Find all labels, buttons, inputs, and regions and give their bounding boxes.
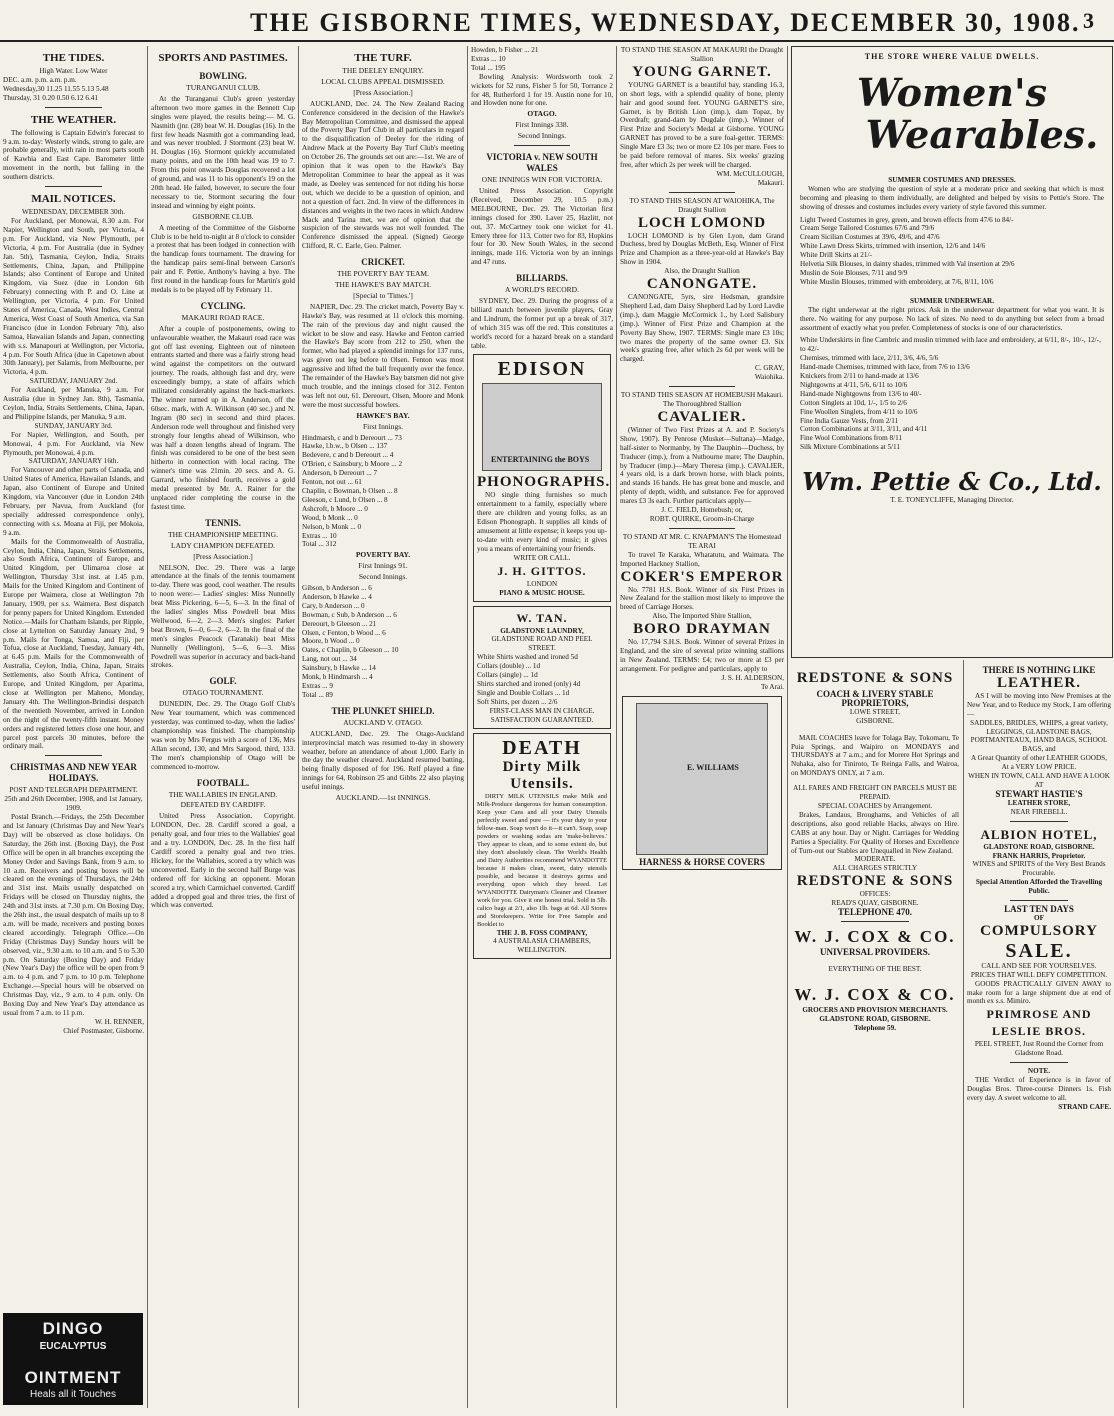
ad-line: COACH & LIVERY STABLE [816,689,934,699]
article-text: NAPIER, Dec. 29. The cricket match, Poverty Bay v. Hawke's Bay, was resumed at 11 o'clock this morning. The rain of the previous day and night caused the wicket to be slow and easy. Hawke and Fenton carried the Hawke's Bay score from 212 to 250, when the former, who had played a splendid innings for 137 runs, was given out leg before to Olsen. Fenton was most aggressive and lifted the ball frequently over the fence. The remainder of the Hawke's Bay batsmen did not give much trouble, and the innings closed for 312. Fenton was left not out, 61. Dereourt, Olsen, Moore and Monk were the most successful bowlers. [302,302,464,409]
ad-line: TELEPHONE 470. [837,907,912,918]
mail-date: SATURDAY, JANUARY 2nd. [29,377,118,386]
ad-line: NOTE. [1027,1067,1051,1076]
divider [45,107,101,108]
price-item: White Lawn Dress Skirts, trimmed with insertion, 12/6 and 14/6 [800,242,986,251]
dingo-ointment-ad [3,1313,143,1405]
press-tag: [Special to 'Times.'] [353,290,413,300]
ad-line: CALL AND SEE FOR YOURSELVES. [981,961,1097,970]
score-line: Moore, b Wood ... 0 [302,637,360,646]
price-item: Cotton Combinations at 3/11, 3/11, and 4/11 [800,425,928,434]
ad-text: YOUNG GARNET is a beautiful bay, standing 16.3, on short legs, with a splendid quality of bone, plenty hair and good sound feet. YOUNG GARNET'S sire, Garnet, is by British Lion (imp.), dam Topaz, by Overdraft; grand-dam by Dugdale (imp.). Winner of First Prize and Society's Medal at Gisborne. YOUNG GARNET has proved to be a sure foal-getter. TERMS: Single Mare £3 3s; two or more £2 10s per mare. Fees to be paid before removal of mares. Six weeks' grazing free, after which 2s per week will be charged. [620,80,784,169]
section-sub: DEFEATED BY CARDIFF. [180,800,266,810]
price-item: Knickers from 2/11 to hand-made at 13/6 [800,372,919,381]
price-item: Fine Woollen Singlets, from 4/11 to 10/6 [800,407,918,416]
column-rule [298,46,299,1408]
section-sub: LADY CHAMPION DEFEATED. [170,540,276,550]
stallion-name: LOCH LOMOND [637,214,767,231]
section-sub: OTAGO TOURNAMENT. [182,688,264,698]
mail-text: For Vancouver and other parts of Canada, and United States of America, Hawaiian Islands, and Japan, also Continent of Europe and United Kingdom, via Vancouver (due in London 24th February, per Navua, from Auckland (for specially addressed correspondence only), connecting with s.s. Moana at Fiji, per Mokoia, 9 a.m. [3,466,144,537]
ad-text: AS I will be moving into New Premises at the New Year, and to Reduce my Stock, I am offering— [967,691,1111,718]
section-heading: BOWLING. [199,71,247,81]
price-item: Nightgowns at 4/11, 5/6, 6/11 to 10/6 [800,380,908,389]
section-heading: VICTORIA v. NEW SOUTH WALES [486,152,598,174]
ad-line: SPECIAL COACHES by Arrangement. [817,801,933,810]
ad-name: J. H. GITTOS. [497,563,587,578]
ad-line: WHEN IN TOWN, CALL AND HAVE A LOOK AT [968,772,1110,789]
ad-brand: EDISON [497,358,587,381]
score-line: Wood, b Monk ... 0 [302,513,358,522]
business-name: PRIMROSE AND [986,1007,1092,1022]
score-line: Hindmarsh, c and b Dereourt ... 73 [302,433,402,442]
divider [1010,1062,1068,1063]
ad-text: GOODS PRACTICALLY GIVEN AWAY to make room for a large shipment due at end of month ex s.s. Mimiro. [967,979,1111,1006]
divider [1010,900,1068,901]
score-line: Oates, c Chaplin, b Gleeson ... 10 [302,646,399,655]
ad-title: Dirty Milk Utensils. [502,758,582,792]
stallion-notice: TO STAND THE SEASON AT MAKAURI the Draught Stallion [620,46,784,63]
score-line: Bedevere, c and b Dereourt ... 4 [302,451,394,460]
price-item: Chemises, trimmed with lace, 2/11, 3/6, 4/6, 5/6 [800,354,939,363]
price-item: Cream Sicilian Costumes at 39/6, 49/6, and 47/6 [800,233,940,242]
tides-sub: DEC. a.m. p.m. a.m. p.m. [3,75,77,84]
section-heading: BILLIARDS. [516,273,568,284]
business-name: STRAND CAFE. [1058,1102,1111,1111]
masthead [0,0,1114,42]
press-tag: [Press Association.] [193,551,253,561]
article-text: A meeting of the Committee of the Gisborne Club is to be held to-night at 8 o'clock to consider a protest that has been lodged in connection with the handicap fours tournament. The drawing for the handicap pairs semi-final between Carson's pair and F. Pettie, Anthony's having a bye. The first round in the handicap fours for Martin's gold medals is to be played off by February 11. [151,223,295,294]
store-name: Wm. Pettie & Co., Ltd. [802,467,1102,497]
divider [669,192,735,193]
ad-line: Also, The Imported Shire Stallion, [652,612,752,621]
ad-line: GROCERS AND PROVISION MERCHANTS. [802,1005,948,1014]
price-item: Shirts starched and ironed (only) 4d [477,679,581,688]
tides-heading: THE TIDES. [42,52,105,64]
sports-heading: SPORTS AND PASTIMES. [158,52,288,64]
section-sub: THE HAWKE'S BAY MATCH. [334,280,432,290]
price-list [792,336,1112,452]
business-name: REDSTONE & SONS [796,873,954,890]
ad-line: A Great Quantity of other LEATHER GOODS, At a VERY LOW PRICE. [971,754,1107,772]
article-text: AUCKLAND, Dec. 24. The New Zealand Racing Conference considered in the decision of the Hawke's Bay Metropolitan Committee, and dismissed the appeal of the Poverty Bay Turf Club in all particulars in regard to the disqualification of Deeley for the riding of Andrew Mack at the Poverty Bay Turf Club's meeting on October 26. The grounds set out are:—1st. We are of opinion that it was open to the Hawke's Bay Metropolitan Committee to hear the appeal as it was made, as Deeley was sentenced for not riding his horse out, which we decide to be a question of opinion, and not a question of fact. 2nd. In view of the differences in distances and weights in the two races in which Andrew Mack and Tarina met, we are of opinion that the suspicion of the stewards was not well founded. The Conference dismissed the appeal. (Signed) George Clifford, R. C. Earle, Geo. Palmer. [302,99,464,251]
article-text: After a couple of postponements, owing to unfavourable weather, the Makauri road race was got off last evening. Eighteen out of nineteen entrants started and there was a fairly strong head wind against the competitors on the outward journey. The roads, although fast and dry, were exceedingly bumpy, a state of affairs which militated considerably against the back-markers. The winner turned up in A. Anderson, off the 60sec. mark, with A. Wilkinson (40 sec.) and N. Ingram (80 sec) in second and third places. Anderson rode well throughout and finished very strongly four lengths ahead of Wilkinson, who was half a dozen lengths ahead of Ingram. The finish was considered to be one of the best seen hitherto in connection with local racing. The winner's time was 21min. 20 secs. and A. G. Garrard, who finished fourth, receives a gold medal presented by Mr. A. Rainer for the unplaced rider completing the course in the fastest time. [151,324,295,511]
ad-text: NO single thing furnishes so much entertainment to a family, especially where there are children and young folks, as an Edison Phonograph. It supplies all kinds of amusement at little expense; it keeps you up-to-date with every kind of music; it gives you a means of entertaining your friends. [477,491,607,553]
pettie-ad [791,46,1113,658]
ad-line: EVERYTHING OF THE BEST. [828,964,922,973]
price-item: White Muslin Blouses, trimmed with embroidery, at 7/6, 8/11, 10/6 [800,277,994,286]
signature: Makauri. [757,178,784,187]
ad-sub: EUCALYPTUS [39,1341,107,1352]
ad-line: SATISFACTION GUARANTEED. [490,715,594,724]
section-sub: ONE INNINGS WIN FOR VICTORIA. [481,175,603,185]
ad-text: MAIL COACHES leave for Tolaga Bay, Tokomaru, Te Puia Springs, and Waipiro on MONDAYS and THURSDAYS at 7 a.m.; and for Morere Hot Springs and Nuhaka, also for Tiniroto, Te Reinga Falls, and Wairoa, on MONDAYS ONLY, at 7 a.m. [791,733,959,778]
column-rule [963,660,964,1408]
score-line: Cary, b Anderson ... 0 [302,601,365,610]
section-sub: GISBORNE CLUB. [192,211,254,221]
ad-text: No. 17,794 S.H.S. Book. Winner of several Prizes in England, and the sire of several prize winning stallions in New Zealand. TERMS: £4; two or more at £3 per arrangement. For pedigree and particulars, apply to [620,638,784,673]
score-line: Ashcroft, b Moore ... 0 [302,504,368,513]
signature: Waiohika. [754,373,784,382]
ad-text: LOCH LOMOND is by Glen Lyon, dam Grand Duchess, bred by Douglas McBeth, Esq. Winner of First Prize and Champion as a three-year-old at Hawke's Bay Show in 1904. [620,231,784,267]
section-heading: TENNIS. [205,517,241,528]
price-item: Cream Serge Tailored Costumes 67/6 and 79/6 [800,224,935,233]
stallion-notice: TO STAND AT MR. C. KNAPMAN'S The Homestead TE ARAI [622,532,782,550]
ad-caption: ENTERTAINING the BOYS [491,454,590,464]
page-number: 3 [1083,8,1094,33]
price-item: Light Tweed Costumes in grey, green, and brown effects from 47/6 to 84/- [800,215,1014,224]
mail-heading: MAIL NOTICES. [31,193,116,206]
score-line: Extras ... 9 [302,682,333,690]
section-heading: FOOTBALL. [196,777,250,788]
score-line: Anderson, b Hawke ... 4 [302,592,372,601]
mail-date: SUNDAY, JANUARY 3rd. [34,421,113,430]
ad-line: OFFICES: [859,890,891,899]
stallion-name: YOUNG GARNET. [632,63,772,80]
signature: Te Arai. [760,682,784,691]
mail-text: For Auckland, per Manuka, 9 a.m. For Australia (due in Sydney Jan. 8th), Tasmania, Ceylon, India, Straits Settlements, China, Japan, and Philippine Islands, per Manuka, 9 a.m. [3,386,144,421]
article-text: NELSON, Dec. 29. There was a large attendance at the finals of the tennis tournament to-day. There was good, cool weather. The results to noon were:— Ladies' singles: Miss Nunnelly beat Miss Pickering, 6—5, 6—3. In the final of the ladies' singles Miss Powdrell beat Miss Wellwood, 6—2, 2—3. Men's singles: Parker beat Brown, 6—0, 6—2, 6—2. In the final of the men's singles Peacock (Taranaki) beat Miss Nunnelly (Wellington), 5—6, 6—3. Miss Powdrell was superior in accuracy and back-hand strokes. [151,563,295,670]
mail-text: For Napier, Wellington, and South, per Monowai, 4 p.m. For Auckland, via New Plymouth, per Monowai, 4 p.m. [3,430,144,457]
divider [669,386,735,387]
ad-line: ALL CHARGES STRICTLY [832,864,918,873]
price-item: White Underskirts in fine Cambric and muslin trimmed with lace and embroidery, at 6/11, 8/-, 10/-, 12/-, to 42/- [800,336,1101,354]
price-item: Helvetia Silk Blouses, in dainty shades, trimmed with Val insertion at 29/6 [800,260,1015,269]
xmas-text: Postal Branch.—Fridays, the 25th December and 1st January (Christmas Day and New Year's Day) will be observed as close holidays. On Saturday, the 26th inst. (Boxing Day), the Post Office will be open in all branches excepting the Money Order and Savings Bank, from 9 a.m. to 10 a.m. Receivers and posting boxes will be cleared on the evenings of Thursdays, the 24th and 31st inst. Mails usually despatched on Fridays will be closed on Thursday nights, the 24th and 31st insts. at 7.30 p.m. On Boxing Day, the 26th inst., the usual despatch of mails up to 8 a.m. will be made, receivers and posting boxes cleared accordingly. Telegraph Office.—On Friday (Christmas Day) Sunday hours will be observed, viz., 9.30 a.m. to 10 a.m. and 5 to 5.30 p.m. On Saturday (Boxing Day) and Friday (New Year's Day) the office will be open from 9 a.m. to 4 p.m. and 7 p.m. to 10 p.m. Telephone Exchange.—Special hours will be observed on Christmas Day, viz., 9 a.m. to 4 p.m. only. On Boxing Day and New Year's Day attendance as usual from 7 a.m. to 11 p.m. [3,813,144,1017]
ad-text: Brakes, Landaus, Broughams, and Vehicles of all descriptions, also good reliable Hacks, always on Hire. CABS at any hour. Day or Night. Carriages for Wedding Parties a Speciality. For Quality of Horses and Excellence of Turn-out our Stables are Unequalled in New Zealand. [791,810,959,855]
price-item: Single and Double Collars ... 1d [477,688,570,697]
ad-name: W. TAN. [516,610,568,625]
ad-line: GISBORNE. [856,716,894,725]
ad-text: DIRTY MILK UTENSILS make Milk and Milk-Produce dangerous for human consumption. Keep your Cans and all your Dairy Utensils perfectly sweet and pure — it's your duty to your fellow-man. Soap won't do it—it can't. Soap, soap powders or washing sodas are 'make-believes.' They appear to clean, and to some extent do, but they don't absolutely clean. The World's Health and Dairy Authorities recommend WYANDOTTE because it makes clean, sweet, dairy utensils possible, and because it destroys germs and everything upon which they breed. Let WYANDOTTE Dairyman's Cleaner and Cleanser work for you. Give it one honest trial. Sold in 5lb. calico bags at 2/1, also 1lb. bags at 6d. All Stores and Storekeepers. Write for Free Sample and Booklet to [477,792,607,928]
column-rule [147,46,148,1408]
ad-text: Women who are studying the question of style at a moderate price and seeking that which is most becoming and pleasing to them individually, are delighted and helped by visits to Pettie's Store. The showing of dresses and costumes includes every variety of style favored this summer. [800,184,1104,211]
score-line: Hawke, l.b.w., b Olsen ... 137 [302,442,388,451]
ad-line: SADDLES, BRIDLES, WHIPS, a great variety, LEGGINGS, GLADSTONE BAGS, PORTMANTEAUX, HAND BAGS, SCHOOL BAGS, and [970,718,1108,754]
score-line: Dereourt, b Gleeson ... 21 [302,619,377,628]
article-text: AUCKLAND, Dec. 29. The Otago-Auckland interprovincial match was resumed to-day in showery weather, before an attendance of about 1,000. Early in the day the weather cleared. Auckland resumed batting, being finally disposed of for 196. Relf played a fine innings for 64, Robinson 25 and Gibbs 22 also playing useful innings. [302,729,464,792]
price-item: Fine Wool Combinations from 8/11 [800,434,903,443]
column-6b [967,660,1111,1408]
column-rule [787,46,788,1408]
saddlery-ad [622,696,782,871]
ad-line: WRITE OR CALL. [513,553,571,562]
ad-line: THERE IS NOTHING LIKE [982,665,1096,675]
ad-line: THE J. B. FOSS COMPANY, [496,928,588,937]
score-line: Gibson, b Anderson ... 6 [302,584,372,593]
divider [1010,821,1068,822]
ad-line: MODERATE. [854,855,896,864]
ad-line: PRICES THAT WILL DEFY COMPETITION. [970,970,1108,979]
price-item: Fine India Gauze Vests, from 2/11 [800,416,899,425]
score-line: Total ... 195 [471,63,506,72]
ad-title: COMPULSORY [980,922,1098,939]
section-sub: AUCKLAND.—1st INNINGS. [335,793,431,803]
ad-line: HARNESS & HORSE COVERS [639,856,765,867]
score-line: Anderson, b Dereourt ... 7 [302,469,378,478]
weather-text: The following is Captain Edwin's forecast to 9 a.m. to-day: Westerly winds, strong to gale, are probable generally, with rain in most parts south of Kawhia and East Cape. Barometer little movement in the north, but falling in the southern districts. [3,128,144,182]
scoreboard-sub: First Innings 338. [515,120,569,130]
signature: WM. McCULLOUGH, [716,169,784,178]
column-rule [616,46,617,1408]
stallion-name: COKER'S EMPEROR [620,568,784,585]
business-name: LESLIE BROS. [991,1024,1087,1039]
stallion-name: CAVALIER. [657,408,747,425]
edison-ad [473,354,611,601]
price-item: Cotton Singlets at 10d, 1/-, 1/5 to 2/6 [800,398,907,407]
ad-headline: Wearables. [865,111,1099,157]
saddle-illustration [636,703,768,855]
business-name: STEWART HASTIE'S [995,788,1083,799]
ad-line: PIANO & MUSIC HOUSE. [499,588,585,597]
ad-text: CANONGATE, 5yrs, sire Hedsman, grandsire Shepherd Lad, dam Daisy Shepherd Lad by Lord Lavdie (imp.), dam Maggie McCormick 1., by Lord Salisbury (imp.). Winner of First Prize and Champion at the Poverty Bay Show, 1907. TERMS: Single mare £3 10s; two mares the property of the same owner £3. Six week's grazing free, after which 2s 6d per week will be charged. [620,293,784,364]
signature: J. C. FIELD, Homebush; or, [661,506,743,515]
ad-line: ALL FARES AND FREIGHT ON PARCELS MUST BE PREPAID. [793,784,957,802]
scoreboard [302,434,464,550]
section-sub: THE WALLABIES IN ENGLAND. [168,789,278,799]
score-line: Chaplin, c Bowman, b Olsen ... 8 [302,486,398,495]
section-sub: THE CHAMPIONSHIP MEETING. [168,529,278,539]
ad-headline: Women's [857,69,1047,115]
mail-date: SATURDAY, JANUARY 16th. [28,457,119,466]
divider [514,145,571,146]
price-item: Hand-made Chemises, trimmed with lace, from 7/6 to 13/6 [800,363,970,372]
ad-line: LEATHER STORE, [1007,798,1071,807]
score-line: Sainsbury, b Hawke ... 14 [302,664,376,673]
section-heading: CRICKET. [361,257,405,268]
score-line: Total ... 89 [302,690,333,699]
section-sub: A WORLD'S RECORD. [505,285,579,295]
price-item: White Drill Skirts at 21/- [800,251,872,260]
ad-slogan: Heals all it Touches [30,1389,116,1400]
ad-brand: DINGO [42,1319,104,1338]
score-line: Howden, b Fisher ... 21 [471,46,539,54]
section-heading: SUMMER UNDERWEAR. [910,296,994,305]
score-line: Lang, not out ... 34 [302,655,357,664]
section-sub: THE POVERTY BAY TEAM. [337,269,429,279]
wyandotte-ad [473,733,611,960]
signature: ROBT. QUIRKE, Groom-in-Charge [649,514,755,523]
section-heading: CYCLING. [200,300,246,311]
ad-text: No. 7781 H.S. Book. Winner of six First Prizes in New Zealand for the stallion most likely to improve the breed of Carriage Horses. [620,585,784,612]
score-line: Total ... 312 [302,540,337,549]
ad-line: GLADSTONE ROAD, GISBORNE. [819,1014,931,1023]
ad-text: (Winner of Two First Prizes at A. and P. Society's Show, 1907). By Penrose (Musket—Sultana)—Madge, half-sister to Normanby, by The Dauphin—Duchess, by Traducer (imp.), from a Nutbourne mare; The Dauphin, by Traducer (imp.)—Mary Theresa (imp.). CAVALIER, 4 years old, is a dark brown horse, with black points, and stands 16 hands. He has great bone and muscle, and plenty of depth, width, and substance. Fee for approved mares £3 3s each. Further particulars apply— [620,425,784,506]
mail-date: WEDNESDAY, DECEMBER 30th. [21,208,126,217]
score-line: Fenton, not out ... 61 [302,478,362,487]
tides-cols: High Water. Low Water [39,67,108,75]
stallion-name: CANONGATE. [646,276,758,293]
signature-title: Chief Postmaster, Gisborne. [63,1026,144,1035]
scoreboard-heading: POVERTY BAY. [355,550,411,560]
ad-line: GLADSTONE ROAD AND PEEL STREET. [491,635,593,653]
ad-line: GLADSTONE ROAD, GISBORNE. [983,842,1095,851]
column-2 [151,46,295,1408]
score-line: Gleeson, c Lund, b Olsen ... 8 [302,495,388,504]
column-5 [620,46,784,1408]
section-sub: THE DEELEY ENQUIRY. [342,66,424,75]
scoreboard-sub: First Innings. [362,421,403,431]
column-6a [791,660,959,1408]
ad-line: GLADSTONE LAUNDRY, [500,626,584,635]
score-line: Bowman, c Sub, b Anderson ... 6 [302,610,397,619]
column-4 [471,46,613,1408]
ad-title: PHONOGRAPHS. [477,474,611,491]
ad-title: SALE. [1005,939,1073,962]
ad-line: LOWE STREET, [849,707,901,716]
ad-line: FIRST-CLASS MAN IN CHARGE. [489,706,595,715]
ad-line: Special Attention Afforded the Travelling Public. [975,878,1103,896]
business-name: REDSTONE & SONS [796,670,954,686]
turf-heading: THE TURF. [354,52,412,64]
section-sub: TURANGANUI CLUB. [186,83,260,92]
price-list [477,653,607,706]
ad-text: To travel Te Karaka, Whatatutu, and Waimata. The Imported Hackney Stallion, [620,550,784,568]
stallion-name: BORO DRAYMAN [633,621,771,638]
score-line: Extras ... 10 [302,531,337,540]
ad-text: The right underwear at the right prices. Ask in the underwear department for what you want. It is there. No waiting for any purpose. No lack of sizes. No need to do anything but select from a broad assortment of exactly what you prefer. Completeness of stocks is one of our characteristics. [800,305,1104,332]
section-sub: LOCAL CLUBS APPEAL DISMISSED. [321,76,445,86]
ad-line: UNIVERSAL PROVIDERS. [819,946,931,957]
xmas-date: 25th and 26th December, 1908, and 1st January, 1909. [4,795,143,813]
signature: C. GRAY, [755,364,784,373]
ad-line: PROPRIETORS, [841,697,909,708]
divider [841,921,908,922]
mail-text: Mails for the Commonwealth of Australia, Ceylon, India, China, Japan, Straits Settlements, also South Africa, Continent of Europe, and United Kingdom, per Ulimaroa close at Wellington, Thursday 31st inst. at 1.45 p.m. Mails for the United Kingdom and Continent of Europe per Waimera, close at Wellington 7th January, 1909, per s.s. Waimera. Best dispatch for penny papers for United Kingdom. Extended Notice.—Mails for Chatham Islands, per Ripple, close at Lyttelton on Saturday January 2nd, 9 p.m. Mails for Tonga, Samoa, and Fiji, per Tofua, close at Auckland, Tuesday, January 4th, at 6.45 p.m. Mails for the Commonwealth of Australia, Ceylon, India, China, Japan, Straits Settlements, also South Africa, Continent of Europe, and United Kingdom, per Aparima, close at Wellington per Maheno, Monday, January 4th. The Wellington-Brindisi despatch of the twentieth November, arrived in London on the night of the twenty-fifth instant. Money orders and registered letters close one hour, and parcel post parcels 30 minutes, before the ordinary mail. [3,537,144,751]
article-text: United Press Association. Copyright (Received, December 29, 10.5 p.m.) MELBOURNE, Dec. 29. The Victorian first innings closed for 390. Laver 25, Hazlitt, not out, 37. McCartney took one wicket for 41. Emery three for 113, Cotter two for 83, Hopkins four for 30. New South Wales, in the second innings, made 116. Victoria won by an innings and 47 runs. [471,186,613,267]
column-rule [467,46,468,1408]
ad-tagline: THE STORE WHERE VALUE DWELLS. [864,52,1040,61]
ad-product: OINTMENT [24,1368,122,1387]
mail-text: For Auckland, per Monowai, 8.30 a.m. For Napier, Wellington and South, per Victoria, 4 p.m. For Auckland, via New Plymouth, per Victoria, 4 p.m. For Australia (due in Sydney Jan. 5th), Tasmania, Ceylon, India, Straits Settlements, China, Japan, and Philippine Islands; also Continent of Europe and United Kingdom, via Suez (due in London 6th February) connecting with P. and O. Line at Wellington, per Victoria, 4 p.m. For United States of America, Canada, West Indies, Central America, West Coast of South America, via San Francisco (due in London February 7th), also Samoa, Hawaiian Islands and Japan, connecting with s.s. Manapouri at Wellington, per Victoria, 4 p.m. For South Africa (due in Capetown about 30th January), per Salamis, from Melbourne, per Victoria, 4 p.m. [3,216,144,377]
scoreboard-sub: Second Innings. [517,131,567,141]
press-tag: [Press Association.] [353,87,413,97]
article-text: At the Turanganui Club's green yesterday afternoon two more games in the Bennett Cup singles were played, the results being:— M. G. Nasmith (jnr. (28) beat W. H. Douglas (16). In the first few heads Nasmith got a commanding lead, and was never troubled. J Stormont (23) beat W. H. Douglas (16). Stormont quickly accumulated many points, and on the 10th head was 19 to 7. From this point onwards Douglas recovered a lot of ground, and was 11 to his opponent's 19 on the 20th head. He failed, however, to secure the four necessary to tie, Stormont securing the four instead and winning by eight points. [151,94,295,210]
phonograph-illustration [482,383,602,471]
ad-brand: E. WILLIAMS [687,762,739,772]
ad-text: THE Verdict of Experience is in favor of Douglas Bros. Three-course Dinners 1s. Fish every day. A sweet welcome to all. [967,1076,1111,1102]
ad-title: LEATHER. [997,674,1081,691]
ad-line: FRANK HARRIS, Proprietor. [992,851,1086,860]
ad-title: DEATH [502,736,582,759]
section-sub: AUCKLAND V. OTAGO. [343,717,423,727]
ad-line: OF [1034,913,1044,922]
price-item: White Shirts washed and ironed 5d [477,653,578,662]
score-line: Extras ... 10 [471,54,506,63]
price-item: Soft Shirts, per dozen ... 2/6 [477,697,558,706]
article-text: Bowling Analysis: Wordsworth took 2 wickets for 52 runs, Fisher 5 for 50, Torrance 2 for 48, Rutherford 1 for 19. Austin none for 10, and Howden none for one. [471,72,613,108]
ad-line: 4 AUSTRALASIA CHAMBERS, WELLINGTON. [493,937,591,955]
ad-line: LONDON [526,579,558,588]
ad-line: WINES and SPIRITS of the Very Best Brands Procurable. [972,860,1106,878]
weather-heading: THE WEATHER. [30,113,117,126]
section-sub: MAKAURI ROAD RACE. [181,312,265,322]
business-name: W. J. COX & CO. [794,984,956,1004]
store-director: T. E. TONEYCLIFFE, Managing Director. [890,496,1014,505]
divider [669,528,735,529]
section-heading: THE PLUNKET SHIELD. [331,705,435,716]
article-text: DUNEDIN, Dec. 29. The Otago Golf Club's New Year tournament, which was commenced yesterday, was continued to-day, when the ladies' championship was finished. The championship was won by Mrs Fergus with a score of 136, Mrs Allan second, 130, and Mrs Sargood, third, 133. The men's championship of Otago will be commenced to-morrow. [151,700,295,771]
score-line: Nelson, b Monk ... 0 [302,522,362,531]
scoreboard [302,584,464,700]
ad-line: LAST TEN DAYS [1004,904,1074,915]
article-text: SYDNEY, Dec. 29. During the progress of a billiard match between juvenile players, Gray and Lindrum, the former put up a break of 317, of which 315 was off the red. This constitutes a world's record for a hazard break on a standard table. [471,297,613,350]
column-3 [302,46,464,1408]
stallion-notice: TO STAND THIS SEASON AT HOMEBUSH Makauri. The Thoroughbred Stallion [620,391,784,408]
stallion-notice: TO STAND THIS SEASON AT WAIOHIKA, The Draught Stallion [629,196,775,214]
price-item: Hand-made Nightgowns from 13/6 to 40/- [800,389,922,398]
ad-line: Also, the Draught Stallion [664,267,740,276]
price-list [792,216,1112,287]
section-heading: GOLF. [209,676,237,687]
ad-line: NEAR FIREBELL. [1010,807,1068,816]
xmas-heading: CHRISTMAS AND NEW YEAR HOLIDAYS. [10,762,137,784]
divider [45,755,101,756]
scoreboard-heading: HAWKE'S BAY. [356,410,410,420]
column-1 [3,46,144,1308]
score-line: Olsen, c Fenton, b Wood ... 6 [302,628,386,637]
article-text: United Press Association. Copyright. LONDON, Dec. 28. Cardiff scored a goal, a penalty goal, and four tries to the Wallabies' goal and a try. LONDON, Dec. 28. In the first half Cardiff scored a penalty goal and two tries. Hickey, for the Wallabies, scored a try which was unconverted. Early in the second half Burge was ordered off for kicking an opponent. Moran scored a try, which Carmichael converted. Cardiff added a dropped goal and three tries, the first of which was converted. [151,812,295,910]
ad-line: PEEL STREET, Just Round the Corner from Gladstone Road. [974,1040,1104,1058]
business-name: ALBION HOTEL, [980,826,1098,842]
laundry-ad [473,606,611,729]
tides-row: Wednesday,30 11.25 11.55 5.13 5.48 [3,84,109,93]
scoreboard-heading: OTAGO. [527,109,557,119]
signature: W. H. RENNER, [94,1017,144,1026]
xmas-sub: POST AND TELEGRAPH DEPARTMENT. [9,786,138,795]
score-line: O'Brien, c Sainsbury, b Moore ... 2 [302,460,403,469]
signature: J. S. H. ALDERSON, [721,673,784,682]
scoreboard-sub: First Innings 91. [358,561,408,571]
section-heading: SUMMER COSTUMES AND DRESSES. [888,175,1016,184]
price-item: Silk Mixture Combinations at 5/11 [800,443,900,452]
business-name: W. J. COX & CO. [794,926,956,946]
tides-row: Thursday, 31 0.20 0.50 6.12 6.41 [3,93,98,102]
divider [45,186,101,187]
newspaper-title: THE GISBORNE TIMES, WEDNESDAY, DECEMBER 30, 1908. [250,8,1081,37]
price-item: Collars (double) ... 1d [477,662,541,671]
score-line: Monk, b Hindmarsh ... 4 [302,673,373,682]
ad-line: Telephone 59. [853,1023,897,1032]
price-item: Collars (single) ... 1d [477,671,538,680]
price-item: Muslin de Soie Blouses, 7/11 and 9/9 [800,268,908,277]
scoreboard-sub: Second Innings. [358,572,408,582]
ad-line: READ'S QUAY, GISBORNE. [831,899,919,908]
